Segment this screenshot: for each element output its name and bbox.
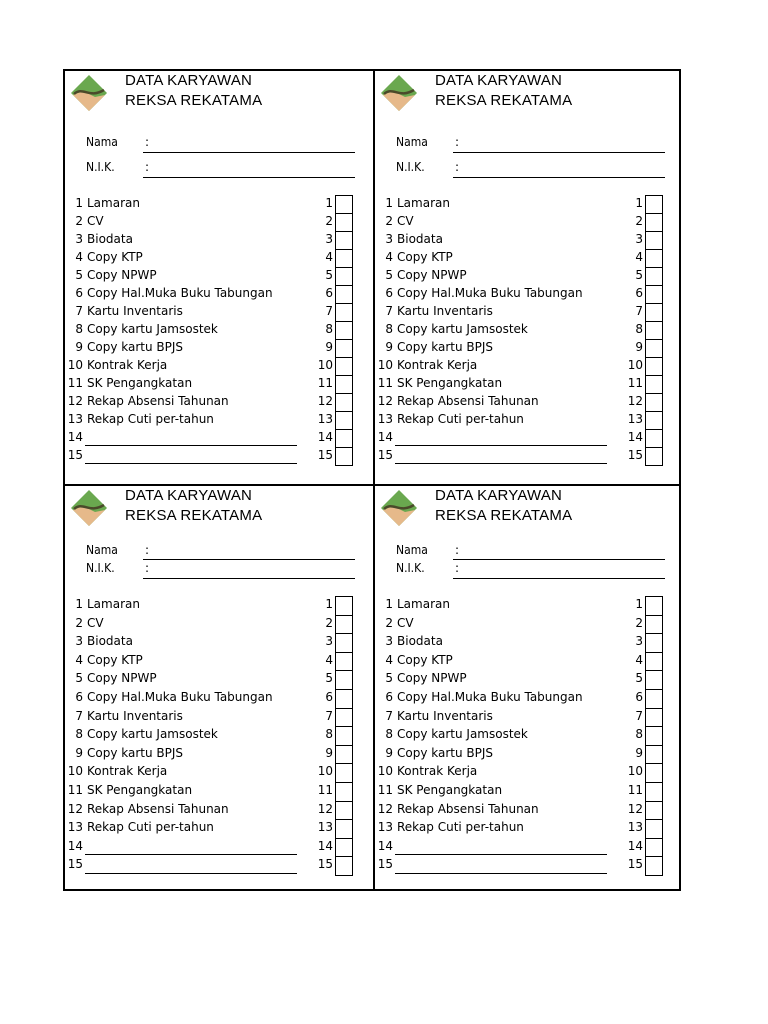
checklist-checkbox[interactable] — [645, 726, 663, 746]
checklist-number: 8 — [75, 322, 83, 336]
nama-field[interactable] — [453, 559, 665, 560]
checklist-number: 8 — [75, 727, 83, 742]
checklist-label: Biodata — [87, 232, 133, 246]
checklist-label: Kartu Inventaris — [87, 708, 183, 723]
checklist-number: 10 — [67, 358, 83, 372]
checklist-box-number: 6 — [635, 286, 643, 300]
checklist-blank-line[interactable] — [85, 445, 297, 446]
checklist-checkbox[interactable] — [335, 267, 353, 286]
checklist-number: 10 — [377, 764, 393, 779]
checklist-label: CV — [397, 214, 414, 228]
checklist-label: Copy NPWP — [397, 671, 467, 686]
nik-colon: : — [455, 160, 460, 174]
checklist-label: Lamaran — [397, 597, 450, 611]
checklist-label: Copy kartu BPJS — [87, 745, 184, 760]
checklist-number: 3 — [385, 634, 393, 649]
checklist-number: 1 — [385, 597, 393, 611]
checklist-number: 9 — [75, 745, 83, 760]
checklist-number: 13 — [67, 820, 83, 835]
checklist-number: 11 — [377, 783, 393, 797]
checklist-box-number: 3 — [635, 232, 643, 246]
checklist-box-number: 6 — [325, 286, 333, 300]
checklist-label: CV — [87, 214, 104, 228]
checklist-number: 6 — [385, 286, 393, 300]
checklist-box-number: 4 — [635, 250, 643, 264]
checklist-number: 8 — [385, 727, 393, 742]
checklist-label: Kartu Inventaris — [87, 304, 183, 318]
checklist-box-number: 3 — [325, 634, 333, 649]
nama-field[interactable] — [143, 559, 355, 560]
checklist-number: 7 — [385, 708, 393, 723]
checklist-box-number: 8 — [325, 322, 333, 336]
checklist-number: 11 — [67, 376, 83, 390]
checklist-number: 9 — [385, 340, 393, 354]
checklist-box-number: 5 — [635, 268, 643, 282]
nama-label: Nama — [396, 135, 428, 149]
checklist-checkbox[interactable] — [645, 249, 663, 268]
checklist-checkbox[interactable] — [335, 838, 353, 858]
checklist-number: 4 — [385, 250, 393, 264]
checklist-checkbox[interactable] — [645, 195, 663, 214]
checklist-box-number: 10 — [317, 764, 333, 779]
checklist-box-number: 5 — [635, 671, 643, 686]
nama-label: Nama — [86, 543, 118, 557]
checklist-box-number: 9 — [635, 745, 643, 760]
checklist-number: 15 — [377, 857, 393, 872]
checklist-label: Rekap Absensi Tahunan — [87, 394, 229, 408]
checklist-box-number: 2 — [635, 214, 643, 228]
checklist-checkbox[interactable] — [645, 339, 663, 358]
checklist-box-number: 11 — [317, 783, 333, 797]
checklist-checkbox[interactable] — [335, 411, 353, 430]
card-title: DATA KARYAWAN — [125, 72, 253, 89]
checklist-box-number: 14 — [627, 430, 643, 444]
checklist-checkbox[interactable] — [335, 652, 353, 672]
checklist-box-number: 6 — [635, 690, 643, 704]
nik-label: N.I.K. — [86, 160, 115, 174]
checklist-number: 14 — [377, 838, 393, 853]
checklist-box-number: 3 — [635, 634, 643, 649]
checklist-box-number: 15 — [627, 857, 643, 872]
checklist-box-number: 4 — [325, 652, 333, 667]
checklist-label: Copy Hal.Muka Buku Tabungan — [87, 690, 273, 704]
checklist-label: Lamaran — [87, 597, 140, 611]
checklist-number: 10 — [67, 764, 83, 779]
checklist-box-number: 7 — [635, 708, 643, 723]
checklist-checkbox[interactable] — [335, 357, 353, 376]
checklist-number: 4 — [75, 652, 83, 667]
checklist-label: Rekap Absensi Tahunan — [397, 394, 539, 408]
checklist-label: Copy kartu Jamsostek — [397, 727, 528, 742]
checklist-number: 1 — [385, 196, 393, 210]
checklist-checkbox[interactable] — [335, 393, 353, 412]
checklist-checkbox[interactable] — [335, 285, 353, 304]
checklist-label: Kontrak Kerja — [87, 358, 168, 372]
checklist-checkbox[interactable] — [645, 393, 663, 412]
checklist-box-number: 3 — [325, 232, 333, 246]
checklist-checkbox[interactable] — [645, 782, 663, 802]
checklist-number: 7 — [385, 304, 393, 318]
checklist-label: Copy Hal.Muka Buku Tabungan — [87, 286, 273, 300]
checklist-label: CV — [87, 615, 104, 630]
checklist-label: Biodata — [87, 634, 133, 649]
employee-data-sheet — [63, 69, 681, 891]
checklist-box-number: 15 — [317, 857, 333, 872]
checklist-checkbox[interactable] — [335, 429, 353, 448]
checklist-box-number: 8 — [635, 322, 643, 336]
company-logo-icon — [379, 488, 419, 528]
checklist-label: Rekap Absensi Tahunan — [87, 801, 229, 816]
checklist-checkbox[interactable] — [645, 429, 663, 448]
employee-card — [65, 484, 373, 889]
checklist-number: 15 — [67, 857, 83, 872]
checklist-number: 2 — [75, 615, 83, 630]
company-logo-icon — [69, 73, 109, 113]
checklist-label: Rekap Cuti per-tahun — [87, 412, 214, 426]
checklist-number: 2 — [385, 615, 393, 630]
checklist-number: 6 — [385, 690, 393, 704]
checklist-checkbox[interactable] — [645, 633, 663, 653]
nik-colon: : — [145, 561, 150, 575]
checklist-box-number: 10 — [317, 358, 333, 372]
checklist-number: 11 — [377, 376, 393, 390]
checklist-number: 14 — [67, 838, 83, 853]
checklist-label: Lamaran — [87, 196, 140, 210]
checklist-number: 7 — [75, 708, 83, 723]
card-title: DATA KARYAWAN — [125, 487, 253, 504]
nama-colon: : — [455, 543, 460, 557]
checklist-checkbox[interactable] — [335, 303, 353, 322]
checklist-box-number: 2 — [325, 214, 333, 228]
checklist-label: Kontrak Kerja — [87, 764, 168, 779]
checklist-number: 1 — [75, 196, 83, 210]
checklist-box-number: 8 — [635, 727, 643, 742]
checklist-label: Rekap Cuti per-tahun — [397, 412, 524, 426]
checklist-checkbox[interactable] — [335, 249, 353, 268]
checklist-checkbox[interactable] — [645, 285, 663, 304]
checklist-checkbox[interactable] — [645, 615, 663, 635]
checklist-box-number: 5 — [325, 268, 333, 282]
checklist-label: Copy kartu Jamsostek — [397, 322, 528, 336]
nik-field[interactable] — [143, 177, 355, 178]
checklist-label: SK Pengangkatan — [397, 376, 503, 390]
checklist-number: 5 — [385, 268, 393, 282]
checklist-box-number: 10 — [627, 358, 643, 372]
checklist-label: SK Pengangkatan — [397, 783, 503, 797]
checklist-label: Copy kartu BPJS — [397, 745, 494, 760]
checklist-checkbox[interactable] — [645, 411, 663, 430]
checklist-number: 6 — [75, 286, 83, 300]
checklist-checkbox[interactable] — [335, 726, 353, 746]
checklist-checkbox[interactable] — [645, 213, 663, 232]
nik-label: N.I.K. — [396, 561, 425, 575]
checklist-checkbox[interactable] — [335, 447, 353, 466]
checklist-checkbox[interactable] — [645, 801, 663, 821]
checklist-box-number: 1 — [325, 597, 333, 611]
checklist-checkbox[interactable] — [645, 708, 663, 728]
nik-label: N.I.K. — [86, 561, 115, 575]
checklist-number: 5 — [385, 671, 393, 686]
company-name: REKSA REKATAMA — [125, 92, 263, 109]
checklist-number: 1 — [75, 597, 83, 611]
checklist-box-number: 9 — [325, 340, 333, 354]
checklist-box-number: 11 — [627, 376, 643, 390]
checklist-blank-line[interactable] — [395, 445, 607, 446]
checklist-checkbox[interactable] — [645, 689, 663, 709]
nama-label: Nama — [86, 135, 118, 149]
nik-label: N.I.K. — [396, 160, 425, 174]
checklist-number: 13 — [67, 412, 83, 426]
checklist-label: Biodata — [397, 232, 443, 246]
card-title: DATA KARYAWAN — [435, 72, 563, 89]
checklist-box-number: 8 — [325, 727, 333, 742]
checklist-checkbox[interactable] — [645, 745, 663, 765]
checklist-checkbox[interactable] — [645, 375, 663, 394]
checklist-blank-line[interactable] — [395, 854, 607, 855]
checklist-box-number: 10 — [627, 764, 643, 779]
checklist-box-number: 14 — [317, 838, 333, 853]
checklist-label: SK Pengangkatan — [87, 376, 193, 390]
checklist-checkbox[interactable] — [645, 819, 663, 839]
checklist-checkbox[interactable] — [645, 321, 663, 340]
checklist-box-number: 9 — [325, 745, 333, 760]
checklist-checkbox[interactable] — [335, 375, 353, 394]
checklist-checkbox[interactable] — [645, 357, 663, 376]
nama-colon: : — [145, 543, 150, 557]
company-logo-icon — [379, 73, 419, 113]
checklist-number: 12 — [377, 394, 393, 408]
checklist-checkbox[interactable] — [335, 819, 353, 839]
checklist-box-number: 7 — [325, 304, 333, 318]
checklist-label: Copy Hal.Muka Buku Tabungan — [397, 286, 583, 300]
employee-card — [373, 71, 681, 484]
checklist-box-number: 15 — [627, 448, 643, 462]
checklist-number: 3 — [75, 232, 83, 246]
checklist-box-number: 6 — [325, 690, 333, 704]
nama-field[interactable] — [143, 152, 355, 153]
checklist-number: 7 — [75, 304, 83, 318]
checklist-number: 9 — [75, 340, 83, 354]
checklist-box-number: 4 — [325, 250, 333, 264]
checklist-checkbox[interactable] — [335, 689, 353, 709]
company-name: REKSA REKATAMA — [435, 92, 573, 109]
checklist-checkbox[interactable] — [645, 267, 663, 286]
checklist-checkbox[interactable] — [335, 670, 353, 690]
checklist-label: Kontrak Kerja — [397, 358, 478, 372]
checklist-box-number: 1 — [325, 196, 333, 210]
checklist-label: Copy NPWP — [87, 671, 157, 686]
checklist-label: Biodata — [397, 634, 443, 649]
checklist-label: Lamaran — [397, 196, 450, 210]
checklist-checkbox[interactable] — [335, 321, 353, 340]
checklist-number: 14 — [377, 430, 393, 444]
checklist-label: Copy KTP — [397, 652, 453, 667]
checklist-number: 2 — [75, 214, 83, 228]
checklist-blank-line[interactable] — [85, 463, 297, 464]
checklist-box-number: 5 — [325, 671, 333, 686]
checklist-box-number: 1 — [635, 597, 643, 611]
checklist-number: 3 — [385, 232, 393, 246]
checklist-number: 12 — [377, 801, 393, 816]
checklist-number: 3 — [75, 634, 83, 649]
checklist-label: CV — [397, 615, 414, 630]
checklist-blank-line[interactable] — [85, 854, 297, 855]
checklist-box-number: 15 — [317, 448, 333, 462]
checklist-box-number: 2 — [635, 615, 643, 630]
employee-card — [65, 71, 373, 484]
checklist-checkbox[interactable] — [335, 782, 353, 802]
checklist-checkbox[interactable] — [335, 195, 353, 214]
nik-field[interactable] — [143, 578, 355, 579]
checklist-checkbox[interactable] — [335, 596, 353, 616]
checklist-number: 15 — [67, 448, 83, 462]
checklist-box-number: 9 — [635, 340, 643, 354]
checklist-label: Copy KTP — [87, 652, 143, 667]
company-name: REKSA REKATAMA — [435, 507, 573, 524]
checklist-box-number: 12 — [317, 801, 333, 816]
checklist-checkbox[interactable] — [645, 856, 663, 876]
checklist-blank-line[interactable] — [85, 873, 297, 874]
checklist-number: 12 — [67, 394, 83, 408]
nama-colon: : — [145, 135, 150, 149]
checklist-number: 5 — [75, 268, 83, 282]
checklist-number: 5 — [75, 671, 83, 686]
checklist-box-number: 7 — [635, 304, 643, 318]
checklist-label: Copy KTP — [87, 250, 143, 264]
checklist-checkbox[interactable] — [335, 856, 353, 876]
checklist-checkbox[interactable] — [335, 763, 353, 783]
checklist-number: 2 — [385, 214, 393, 228]
checklist-checkbox[interactable] — [645, 596, 663, 616]
checklist-blank-line[interactable] — [395, 873, 607, 874]
checklist-number: 8 — [385, 322, 393, 336]
checklist-checkbox[interactable] — [335, 633, 353, 653]
nik-colon: : — [145, 160, 150, 174]
checklist-checkbox[interactable] — [335, 231, 353, 250]
checklist-label: Rekap Absensi Tahunan — [397, 801, 539, 816]
checklist-checkbox[interactable] — [645, 447, 663, 466]
checklist-box-number: 13 — [627, 412, 643, 426]
checklist-label: SK Pengangkatan — [87, 783, 193, 797]
checklist-box-number: 11 — [317, 376, 333, 390]
checklist-number: 6 — [75, 690, 83, 704]
nama-colon: : — [455, 135, 460, 149]
checklist-label: Copy kartu Jamsostek — [87, 727, 218, 742]
checklist-number: 13 — [377, 820, 393, 835]
checklist-box-number: 2 — [325, 615, 333, 630]
checklist-checkbox[interactable] — [645, 231, 663, 250]
company-name: REKSA REKATAMA — [125, 507, 263, 524]
checklist-number: 12 — [67, 801, 83, 816]
checklist-number: 14 — [67, 430, 83, 444]
checklist-checkbox[interactable] — [335, 708, 353, 728]
checklist-checkbox[interactable] — [645, 670, 663, 690]
checklist-box-number: 13 — [627, 820, 643, 835]
nik-field[interactable] — [453, 578, 665, 579]
checklist-label: Kontrak Kerja — [397, 764, 478, 779]
checklist-number: 13 — [377, 412, 393, 426]
employee-card — [373, 484, 681, 889]
checklist-label: Copy NPWP — [397, 268, 467, 282]
checklist-box-number: 13 — [317, 412, 333, 426]
checklist-checkbox[interactable] — [335, 801, 353, 821]
checklist-number: 4 — [75, 250, 83, 264]
checklist-label: Kartu Inventaris — [397, 708, 493, 723]
checklist-label: Copy NPWP — [87, 268, 157, 282]
checklist-number: 15 — [377, 448, 393, 462]
checklist-number: 10 — [377, 358, 393, 372]
checklist-box-number: 11 — [627, 783, 643, 797]
checklist-checkbox[interactable] — [645, 303, 663, 322]
checklist-box-number: 1 — [635, 196, 643, 210]
checklist-label: Copy kartu Jamsostek — [87, 322, 218, 336]
checklist-number: 4 — [385, 652, 393, 667]
checklist-label: Copy kartu BPJS — [397, 340, 494, 354]
checklist-blank-line[interactable] — [395, 463, 607, 464]
checklist-number: 11 — [67, 783, 83, 797]
checklist-label: Copy KTP — [397, 250, 453, 264]
nama-label: Nama — [396, 543, 428, 557]
checklist-box-number: 14 — [627, 838, 643, 853]
checklist-checkbox[interactable] — [645, 838, 663, 858]
checklist-box-number: 12 — [317, 394, 333, 408]
checklist-box-number: 4 — [635, 652, 643, 667]
checklist-checkbox[interactable] — [335, 745, 353, 765]
nik-colon: : — [455, 561, 460, 575]
checklist-box-number: 12 — [627, 801, 643, 816]
checklist-checkbox[interactable] — [335, 213, 353, 232]
checklist-label: Rekap Cuti per-tahun — [87, 820, 214, 835]
checklist-box-number: 14 — [317, 430, 333, 444]
checklist-label: Rekap Cuti per-tahun — [397, 820, 524, 835]
checklist-box-number: 13 — [317, 820, 333, 835]
nama-field[interactable] — [453, 152, 665, 153]
checklist-checkbox[interactable] — [335, 339, 353, 358]
checklist-checkbox[interactable] — [335, 615, 353, 635]
checklist-box-number: 12 — [627, 394, 643, 408]
checklist-number: 9 — [385, 745, 393, 760]
card-title: DATA KARYAWAN — [435, 487, 563, 504]
checklist-box-number: 7 — [325, 708, 333, 723]
checklist-label: Copy kartu BPJS — [87, 340, 184, 354]
checklist-checkbox[interactable] — [645, 652, 663, 672]
company-logo-icon — [69, 488, 109, 528]
checklist-label: Copy Hal.Muka Buku Tabungan — [397, 690, 583, 704]
nik-field[interactable] — [453, 177, 665, 178]
checklist-checkbox[interactable] — [645, 763, 663, 783]
checklist-label: Kartu Inventaris — [397, 304, 493, 318]
